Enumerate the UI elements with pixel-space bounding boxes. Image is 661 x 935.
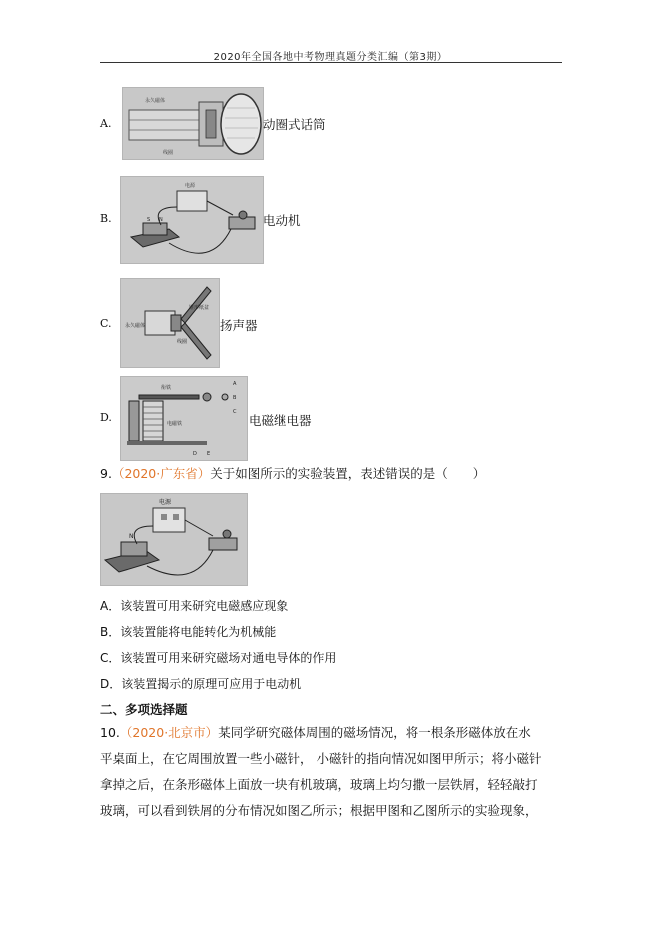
question-10-line-2: 平桌面上，在它周围放置一些小磁针， 小磁针的指向情况如图甲所示；将小磁针 bbox=[100, 751, 542, 766]
option-b-letter: B. bbox=[100, 212, 112, 225]
label-e: E bbox=[207, 451, 211, 457]
label-power: 电源 bbox=[185, 183, 196, 189]
label-n: N bbox=[159, 217, 163, 223]
choice-b: B．该装置能将电能转化为机械能 bbox=[100, 625, 277, 639]
label-n-q9: N bbox=[129, 533, 134, 540]
section-title: 二、多项选择题 bbox=[100, 702, 188, 717]
question-10-line-3: 拿掉之后，在条形磁体上面放一块有机玻璃，玻璃上均匀撒一层铁屑，轻轻敲打 bbox=[100, 777, 538, 792]
question-10-paragraph bbox=[100, 720, 570, 824]
label-armature: 衔铁 bbox=[161, 385, 172, 391]
option-a-caption: 动圈式话筒 bbox=[263, 117, 326, 132]
choice-a: A．该装置可用来研究电磁感应现象 bbox=[100, 599, 289, 613]
loudspeaker-photo bbox=[120, 278, 220, 368]
option-c-letter: C. bbox=[100, 317, 112, 330]
page-header: 2020年全国各地中考物理真题分类汇编（第3期） bbox=[213, 52, 448, 63]
label-b: B bbox=[233, 395, 237, 401]
question-9-stem bbox=[100, 461, 485, 487]
label-electromagnet: 电磁铁 bbox=[167, 421, 183, 427]
relay-photo bbox=[120, 376, 248, 461]
option-d-caption: 电磁继电器 bbox=[249, 413, 312, 428]
question-10-line-1 bbox=[100, 720, 570, 746]
label-cone: 锥形纸盆 bbox=[189, 305, 210, 311]
header-divider bbox=[100, 62, 562, 63]
option-d-letter: D. bbox=[100, 411, 112, 424]
dynamic-microphone-photo bbox=[122, 87, 264, 160]
label-coil: 线圈 bbox=[163, 150, 174, 156]
label-permanent-magnet-c: 永久磁体 bbox=[125, 323, 146, 329]
experiment-apparatus-photo bbox=[100, 493, 248, 586]
question-10-number: 10. bbox=[100, 725, 120, 740]
question-9-text: 关于如图所示的实验装置，表述错误的是（ ） bbox=[210, 466, 486, 481]
option-a-letter: A. bbox=[100, 117, 112, 130]
option-c-caption: 扬声器 bbox=[220, 318, 258, 333]
option-b-caption: 电动机 bbox=[263, 213, 301, 228]
choice-c: C．该装置可用来研究磁场对通电导体的作用 bbox=[100, 651, 337, 665]
label-d: D bbox=[193, 451, 197, 457]
question-10-source: （2020·北京市） bbox=[119, 725, 219, 740]
question-9-number: 9. bbox=[100, 466, 112, 481]
label-c: C bbox=[233, 409, 237, 415]
question-10-text-1: 某同学研究磁体周围的磁场情况，将一根条形磁体放在水 bbox=[218, 725, 531, 740]
label-permanent-magnet: 永久磁体 bbox=[145, 98, 166, 104]
question-9-source: （2020·广东省） bbox=[111, 466, 211, 481]
label-power-q9: 电源 bbox=[159, 499, 172, 506]
label-coil-c: 线圈 bbox=[177, 339, 188, 345]
question-10-line-4: 玻璃，可以看到铁屑的分布情况如图乙所示；根据甲图和乙图所示的实验现象， bbox=[100, 803, 538, 818]
label-a: A bbox=[233, 381, 237, 387]
motor-apparatus-photo bbox=[120, 176, 264, 264]
choice-d: D．该装置揭示的原理可应用于电动机 bbox=[100, 677, 302, 691]
label-s: S bbox=[147, 217, 151, 223]
